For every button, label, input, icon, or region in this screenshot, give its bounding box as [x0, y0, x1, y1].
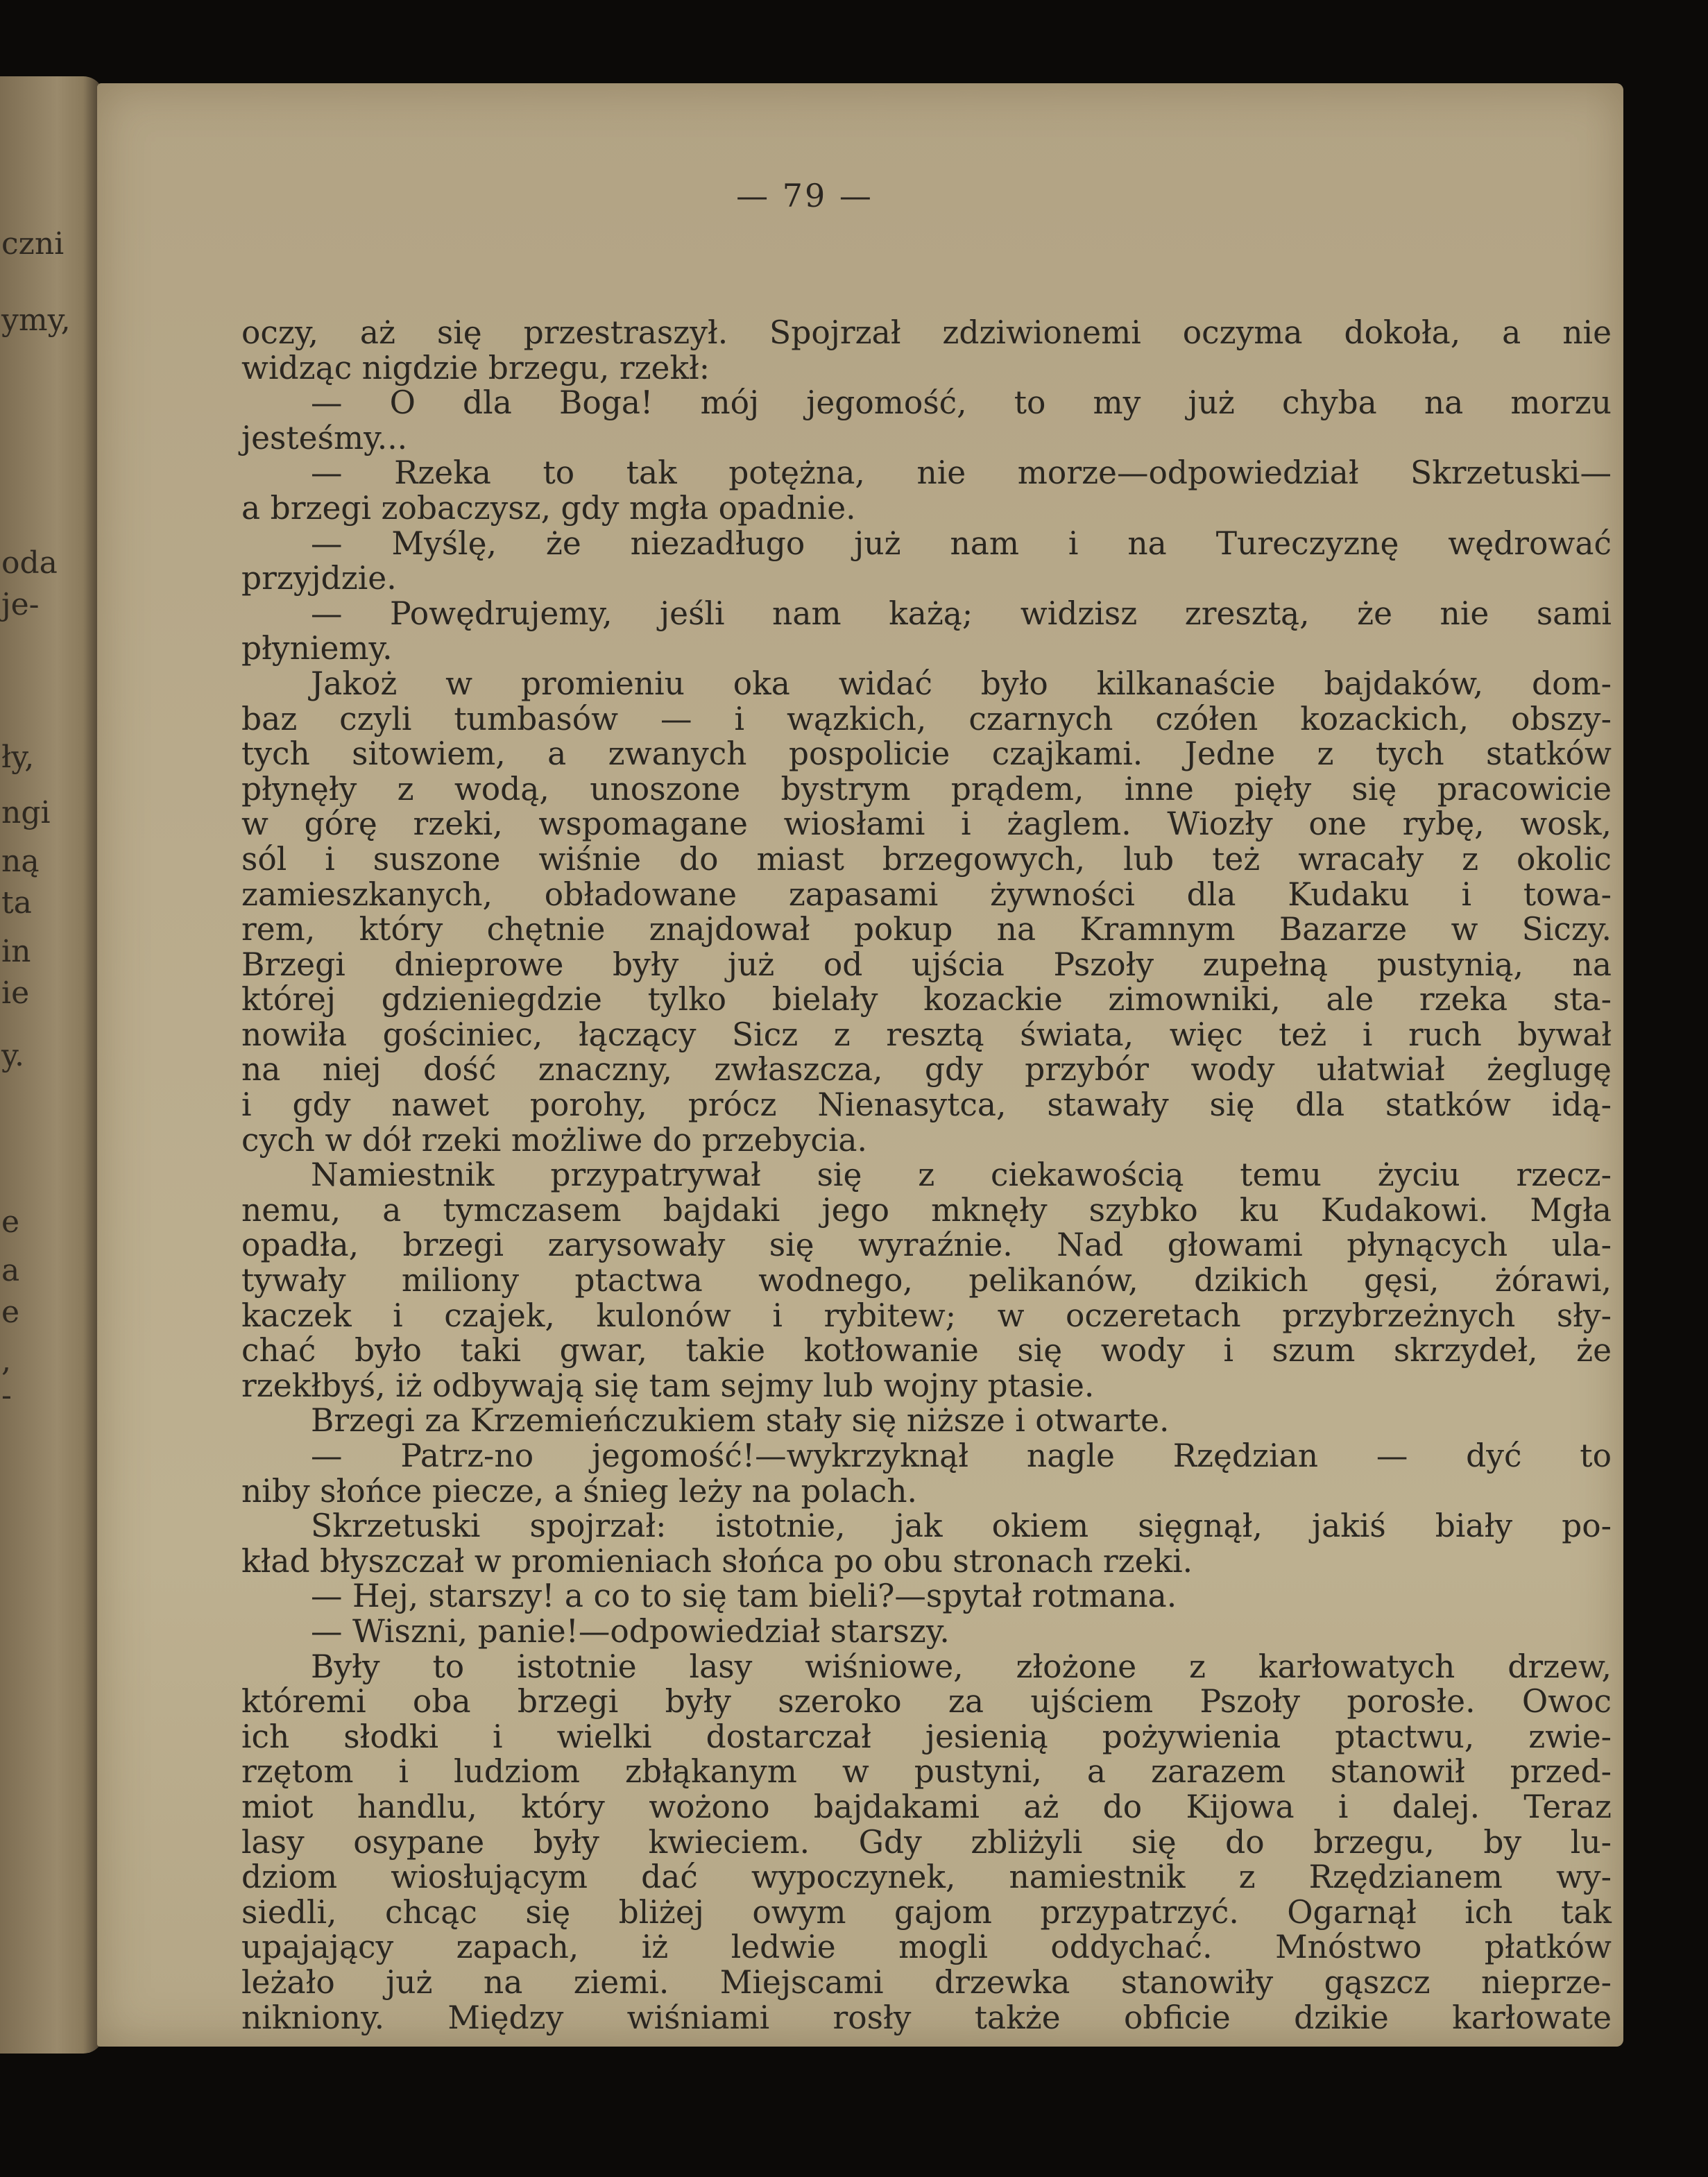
- body-text: [241, 316, 1612, 2035]
- book-page: [97, 83, 1623, 2047]
- facing-page-word: ,: [1, 1343, 11, 1378]
- text-line: miot handlu, który wożono bajdakami aż do Kijowa i dalej. Teraz: [241, 1788, 1612, 1825]
- text-line: Brzegi za Krzemieńczukiem stały się niższe i otwarte.: [311, 1402, 1170, 1440]
- facing-page-word: ngi: [1, 795, 51, 830]
- text-line: rem, który chętnie znajdował pokup na Kramnym Bazarze w Siczy.: [241, 911, 1612, 948]
- text-line: kaczek i czajek, kulonów i rybitew; w oczeretach przybrzeżnych sły-: [241, 1297, 1612, 1334]
- facing-page-word: ta: [1, 885, 32, 921]
- text-line: — O dla Boga! mój jegomość, to my już chyba na morzu: [311, 384, 1612, 422]
- text-line: płyniemy.: [241, 630, 393, 667]
- text-line: siedli, chcąc się bliżej owym gajom przypatrzyć. Ogarnął ich tak: [241, 1893, 1612, 1931]
- facing-page-word: y.: [1, 1038, 24, 1073]
- text-line: baz czyli tumbasów — i wązkich, czarnych czółen kozackich, obszy-: [241, 700, 1612, 737]
- text-line: upajający zapach, iż ledwie mogli oddychać. Mnóstwo płatków: [241, 1929, 1612, 1966]
- text-line: kład błyszczał w promieniach słońca po obu stronach rzeki.: [241, 1542, 1193, 1580]
- text-line: Jakoż w promieniu oka widać było kilkanaście bajdaków, dom-: [311, 665, 1612, 702]
- text-line: niby słońce piecze, a śnieg leży na polach.: [241, 1472, 918, 1510]
- facing-page-word: e: [1, 1204, 20, 1240]
- text-line: a brzegi zobaczysz, gdy mgła opadnie.: [241, 489, 856, 527]
- text-line: — Myślę, że niezadługo już nam i na Tureczyznę wędrować: [311, 524, 1612, 562]
- facing-page-word: ie: [1, 975, 30, 1011]
- facing-page-word: oda: [1, 545, 58, 581]
- text-line: nemu, a tymczasem bajdaki jego mknęły szybko ku Kudakowi. Mgła: [241, 1191, 1612, 1229]
- text-line: któremi oba brzegi były szeroko za ujściem Pszoły porosłe. Owoc: [241, 1683, 1612, 1721]
- text-line: przyjdzie.: [241, 560, 397, 597]
- text-line: Brzegi dnieprowe były już od ujścia Pszoły zupełną pustynią, na: [241, 946, 1612, 983]
- text-line: jesteśmy...: [241, 419, 408, 456]
- facing-page-word: a: [1, 1253, 20, 1288]
- text-line: leżało już na ziemi. Miejscami drzewka stanowiły gąszcz nieprze-: [241, 1963, 1612, 2001]
- text-line: lasy osypane były kwieciem. Gdy zbliżyli się do brzegu, by lu-: [241, 1823, 1612, 1861]
- text-line: oczy, aż się przestraszył. Spojrzał zdziwionemi oczyma dokoła, a nie: [241, 314, 1612, 351]
- facing-page-edge: [0, 76, 104, 2054]
- text-line: i gdy nawet porohy, prócz Nienasytca, stawały się dla statków idą-: [241, 1086, 1612, 1124]
- text-line: płynęły z wodą, unoszone bystrym prądem, inne pięły się pracowicie: [241, 770, 1612, 808]
- text-line: cych w dół rzeki możliwe do przebycia.: [241, 1121, 867, 1159]
- facing-page-word: e: [1, 1295, 20, 1330]
- text-line: nowiła gościniec, łączący Sicz z resztą świata, więc też i ruch bywał: [241, 1016, 1612, 1053]
- facing-page-word: ną: [1, 844, 40, 879]
- text-line: — Wiszni, panie!—odpowiedział starszy.: [311, 1612, 950, 1650]
- text-line: — Powędrujemy, jeśli nam każą; widzisz zresztą, że nie sami: [311, 595, 1612, 632]
- text-line: tych sitowiem, a zwanych pospolicie czajkami. Jedne z tych statków: [241, 735, 1612, 773]
- text-line: Namiestnik przypatrywał się z ciekawością temu życiu rzecz-: [311, 1156, 1612, 1194]
- text-line: ich słodki i wielki dostarczał jesienią pożywienia ptactwu, zwie-: [241, 1718, 1612, 1755]
- text-line: rzekłbyś, iż odbywają się tam sejmy lub wojny ptasie.: [241, 1367, 1095, 1404]
- text-line: widząc nigdzie brzegu, rzekł:: [241, 349, 710, 386]
- page-number: — 79 —: [736, 177, 873, 214]
- facing-page-word: czni: [1, 226, 65, 262]
- text-line: — Hej, starszy! a co to się tam bieli?—spytał rotmana.: [311, 1578, 1177, 1615]
- text-line: tywały miliony ptactwa wodnego, pelikanów, dzikich gęsi, żórawi,: [241, 1262, 1612, 1299]
- text-line: dziom wiosłującym dać wypoczynek, namiestnik z Rzędzianem wy-: [241, 1859, 1612, 1896]
- text-line: zamieszkanych, obładowane zapasami żywności dla Kudaku i towa-: [241, 876, 1612, 913]
- facing-page-word: -: [1, 1378, 12, 1413]
- text-line: chać było taki gwar, takie kotłowanie się wody i szum skrzydeł, że: [241, 1332, 1612, 1369]
- text-line: Były to istotnie lasy wiśniowe, złożone z karłowatych drzew,: [311, 1648, 1612, 1685]
- text-line: sól i suszone wiśnie do miast brzegowych, lub też wracały z okolic: [241, 840, 1612, 878]
- facing-page-word: ły,: [1, 740, 35, 775]
- text-line: na niej dość znaczny, zwłaszcza, gdy przybór wody ułatwiał żeglugę: [241, 1051, 1612, 1088]
- facing-page-word: ymy,: [1, 302, 71, 338]
- text-line: rzętom i ludziom zbłąkanym w pustyni, a zarazem stanowił przed-: [241, 1753, 1612, 1791]
- text-line: Skrzetuski spojrzał: istotnie, jak okiem sięgnął, jakiś biały po-: [311, 1508, 1612, 1545]
- facing-page-word: je-: [1, 587, 40, 622]
- text-line: — Patrz-no jegomość!—wykrzyknął nagle Rzędzian — dyć to: [311, 1437, 1612, 1474]
- text-line: nikniony. Między wiśniami rosły także obficie dzikie karłowate: [241, 1999, 1612, 2036]
- text-line: w górę rzeki, wspomagane wiosłami i żaglem. Wiozły one rybę, wosk,: [241, 805, 1612, 843]
- text-line: opadła, brzegi zarysowały się wyraźnie. Nad głowami płynących ula-: [241, 1227, 1612, 1264]
- facing-page-word: in: [1, 934, 31, 969]
- text-line: której gdzieniegdzie tylko bielały kozackie zimowniki, ale rzeka sta-: [241, 981, 1612, 1018]
- text-line: — Rzeka to tak potężna, nie morze—odpowiedział Skrzetuski—: [311, 454, 1612, 492]
